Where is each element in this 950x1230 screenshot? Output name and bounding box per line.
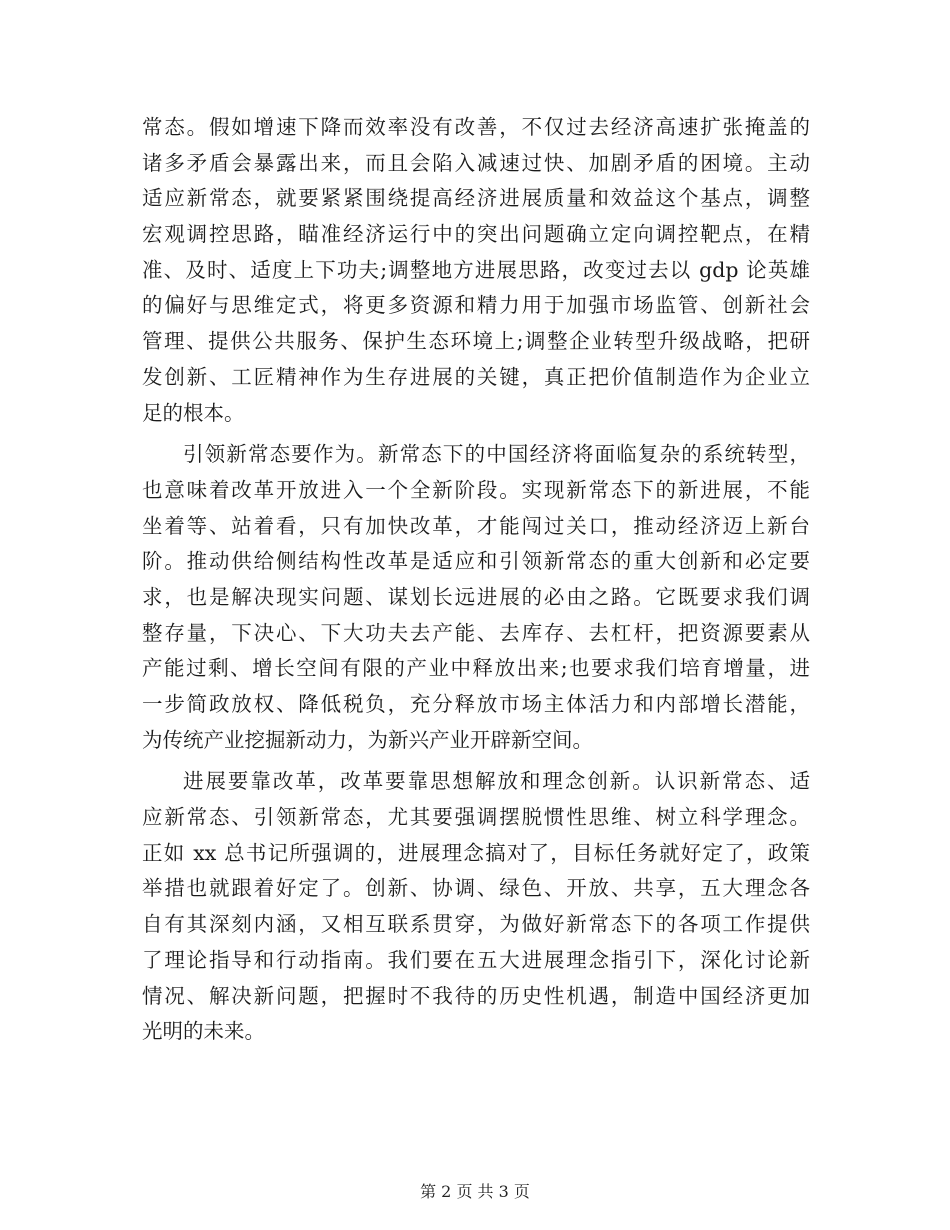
paragraph-line: 足的根本。 [142,400,245,425]
paragraph-line: 一步简政放权、降低税负，充分释放市场主体活力和内部增长潜能， [142,692,810,716]
paragraph-1 [142,110,810,431]
paragraph-line: 常态。假如增速下降而效率没有改善，不仅过去经济高速扩张掩盖的 [142,115,810,139]
paragraph-line: 自有其深刻内涵，又相互联系贯穿，为做好新常态下的各项工作提供 [142,912,810,937]
paragraph-line: 准、及时、适度上下功夫;调整地方进展思路，改变过去以 gdp 论英雄 [142,257,810,282]
paragraph-line: 进展要靠改革，改革要靠思想解放和理念创新。认识新常态、适 [183,769,810,794]
paragraph-line: 产能过剩、增长空间有限的产业中释放出来;也要求我们培育增量，进 [142,656,810,681]
paragraph-line: 诸多矛盾会暴露出来，而且会陷入减速过快、加剧矛盾的困境。主动 [142,150,810,175]
paragraph-line: 的偏好与思维定式，将更多资源和精力用于加强市场监管、创新社会 [142,293,810,318]
paragraph-line: 也意味着改革开放进入一个全新阶段。实现新常态下的新进展，不能 [142,477,810,502]
paragraph-line: 引领新常态要作为。新常态下的中国经济将面临复杂的系统转型， [183,442,810,467]
document-body [142,110,810,1050]
paragraph-line: 情况、解决新问题，把握时不我待的历史性机遇，制造中国经济更加 [142,983,810,1008]
paragraph-line: 整存量，下决心、下大功夫去产能、去库存、去杠杆，把资源要素从 [142,620,810,645]
paragraph-line: 为传统产业挖掘新动力，为新兴产业开辟新空间。 [142,727,593,752]
paragraph-line: 宏观调控思路，瞄准经济运行中的突出问题确立定向调控靶点，在精 [142,222,810,247]
paragraph-line: 举措也就跟着好定了。创新、协调、绿色、开放、共享，五大理念各 [142,876,810,901]
paragraph-line: 应新常态、引领新常态，尤其要强调摆脱惯性思维、树立科学理念。 [142,805,810,830]
page-number-footer: 第 2 页 共 3 页 [420,1182,530,1201]
paragraph-3 [142,764,810,1050]
paragraph-line: 光明的未来。 [142,1019,265,1044]
paragraph-2 [142,437,810,758]
paragraph-line: 正如 xx 总书记所强调的，进展理念搞对了，目标任务就好定了，政策 [142,840,810,865]
paragraph-line: 阶。推动供给侧结构性改革是适应和引领新常态的重大创新和必定要 [142,549,810,574]
paragraph-line: 了理论指导和行动指南。我们要在五大进展理念指引下，深化讨论新 [142,947,810,972]
paragraph-line: 坐着等、站着看，只有加快改革，才能闯过关口，推动经济迈上新台 [142,513,810,538]
paragraph-line: 管理、提供公共服务、保护生态环境上;调整企业转型升级战略，把研 [142,329,810,354]
paragraph-line: 适应新常态，就要紧紧围绕提高经济进展质量和效益这个基点，调整 [142,186,810,211]
paragraph-line: 求，也是解决现实问题、谋划长远进展的必由之路。它既要求我们调 [142,584,810,609]
paragraph-line: 发创新、工匠精神作为生存进展的关键，真正把价值制造作为企业立 [142,364,810,389]
